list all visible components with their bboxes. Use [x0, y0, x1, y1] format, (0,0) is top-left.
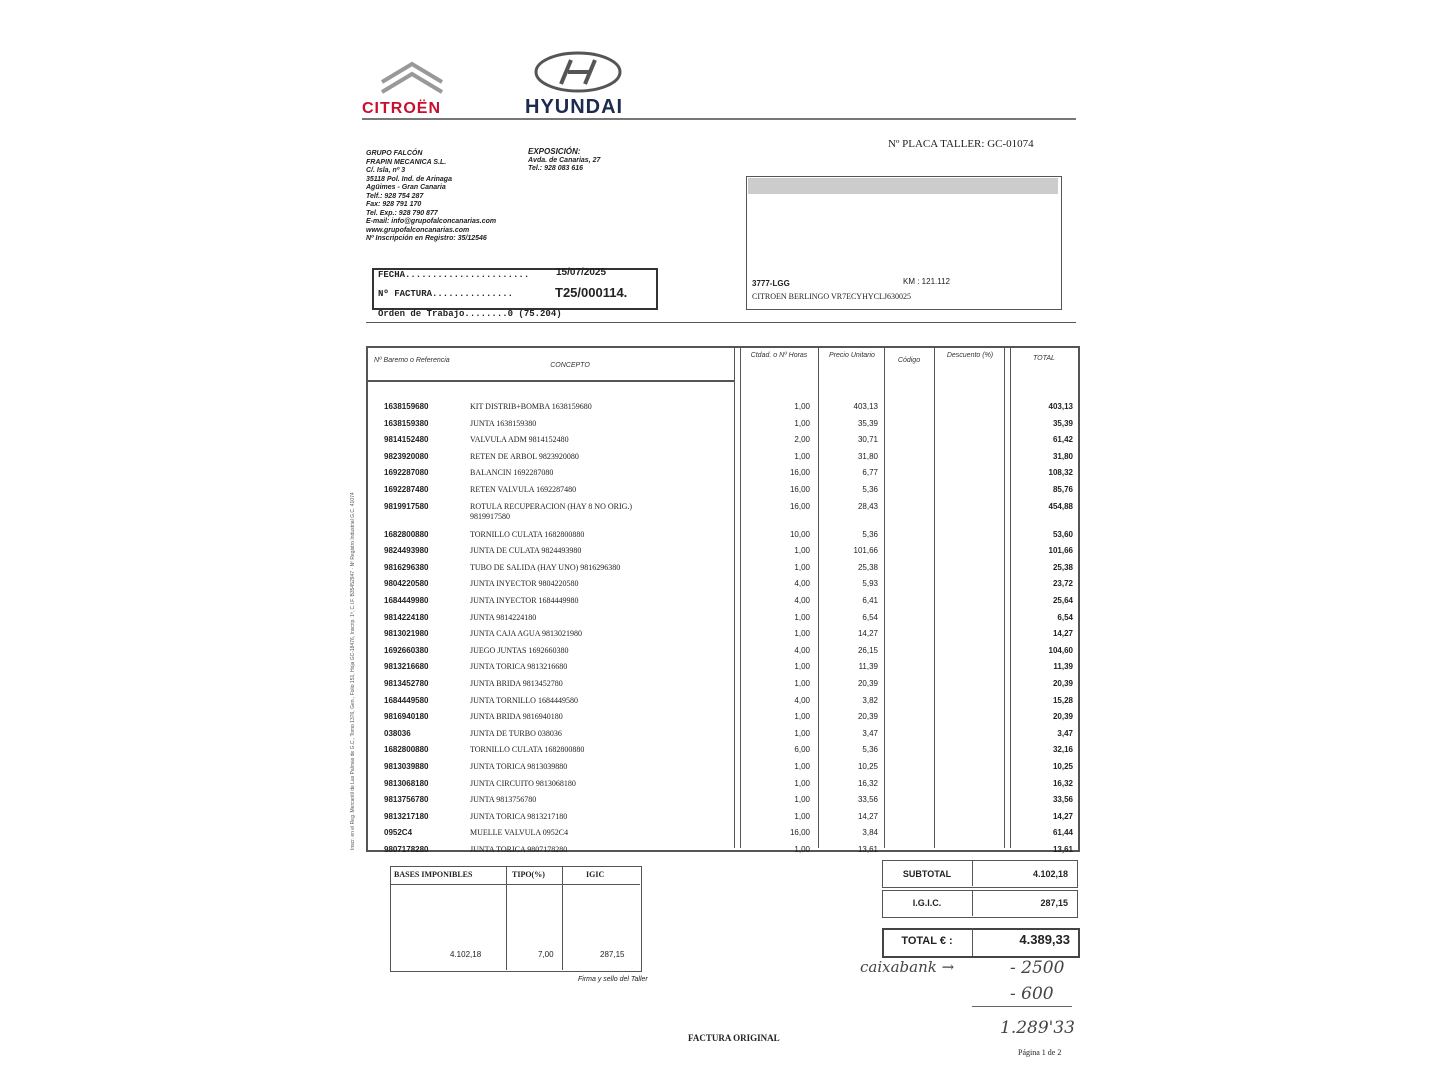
cell-qty: 6,00	[794, 745, 810, 755]
exposicion-tel: Tel.: 928 083 616	[528, 165, 584, 172]
company-line: Tel. Exp.: 928 790 877	[366, 209, 438, 217]
cell-concepto: JUNTA TORICA 9813216680	[470, 662, 568, 672]
cell-total: 13,61	[1052, 845, 1073, 854]
cell-ref: 9823920080	[384, 451, 429, 461]
total-label: TOTAL € :	[901, 935, 953, 947]
cell-concepto: JUNTA 9814224180	[470, 612, 537, 622]
company-line: Agüimes - Gran Canaria	[366, 184, 446, 191]
cell-qty: 10,00	[789, 529, 810, 539]
cell-qty: 1,00	[794, 418, 810, 428]
bases-header-divider	[390, 884, 640, 885]
cell-ref: 9804220580	[384, 579, 429, 589]
cell-ref: 9813039880	[384, 762, 429, 771]
factura-original: FACTURA ORIGINAL	[688, 1033, 780, 1043]
cell-ref: 038036	[384, 728, 411, 738]
cell-price: 25,38	[857, 562, 878, 572]
cell-qty: 1,00	[794, 712, 810, 722]
cell-qty: 1,00	[794, 845, 810, 854]
cell-total: 31,80	[1052, 451, 1073, 461]
cell-price: 10,25	[857, 762, 878, 771]
cell-total: 33,56	[1052, 795, 1073, 805]
cell-ref: 1682800880	[384, 529, 429, 539]
company-line: Fax: 928 791 170	[366, 201, 422, 208]
cell-qty: 1,00	[794, 546, 810, 556]
cell-price: 3,84	[862, 828, 878, 838]
cell-total: 15,28	[1052, 695, 1073, 705]
cell-total: 85,76	[1052, 485, 1073, 494]
subtotal-value: 4.102,18	[1032, 869, 1068, 879]
header-divider	[362, 118, 1076, 120]
cell-total: 6,54	[1057, 612, 1073, 622]
cell-concepto: JUEGO JUNTAS 1692660380	[470, 645, 569, 655]
subtotal-divider	[972, 860, 973, 886]
cell-concepto: JUNTA CIRCUITO 9813068180	[470, 778, 576, 788]
cell-ref: 9813068180	[384, 778, 429, 788]
cell-price: 3,82	[862, 695, 878, 705]
cell-total: 35,39	[1052, 418, 1073, 428]
cell-concepto: JUNTA 9813756780	[470, 795, 537, 805]
section-divider	[366, 322, 1076, 323]
cell-total: 20,39	[1052, 712, 1073, 722]
cell-ref: 9807178280	[384, 845, 429, 854]
cell-concepto: RETEN DE ARBOL 9823920080	[470, 451, 579, 461]
header-descuento: Descuento (%)	[946, 352, 994, 359]
cell-concepto: TUBO DE SALIDA (HAY UNO) 9816296380	[470, 562, 621, 572]
cell-concepto: JUNTA BRIDA 9813452780	[470, 679, 563, 688]
table-col-divider	[740, 346, 741, 848]
hyundai-wordmark: HYUNDAI	[525, 96, 624, 118]
cell-total: 25,38	[1052, 562, 1073, 572]
company-line: Nº Inscripción en Registro: 35/12546	[366, 235, 487, 242]
handwritten-deduction-2: - 600	[1010, 984, 1054, 1004]
cell-ref: 1684449980	[384, 596, 429, 605]
table-col-divider	[884, 346, 885, 848]
client-box	[746, 176, 1062, 310]
igic-total-value: 287,15	[1040, 898, 1068, 908]
fecha-label: FECHA.......................	[378, 270, 530, 280]
cell-total: 14,27	[1052, 811, 1073, 821]
header-price: Precio Unitario	[829, 352, 875, 359]
cell-qty: 1,00	[794, 728, 810, 738]
cell-ref: 1692287080	[384, 468, 429, 478]
table-header-divider	[366, 380, 734, 382]
cell-ref: 1684449580	[384, 695, 429, 705]
cell-price: 5,36	[862, 745, 878, 755]
cell-concepto: TORNILLO CULATA 1682800880	[470, 745, 585, 755]
cell-ref: 9824493980	[384, 546, 429, 556]
cell-concepto: JUNTA INYECTOR 1684449980	[470, 596, 579, 605]
cell-total: 101,66	[1048, 546, 1073, 556]
cell-qty: 1,00	[794, 811, 810, 821]
vehicle-km: KM : 121.112	[903, 277, 950, 286]
cell-ref: 1692287480	[384, 485, 429, 494]
cell-concepto: JUNTA INYECTOR 9804220580	[470, 579, 579, 589]
cell-price: 403,13	[853, 402, 878, 411]
cell-ref: 1692660380	[384, 645, 429, 655]
cell-qty: 1,00	[794, 762, 810, 771]
exposicion-address: Avda. de Canarias, 27	[528, 156, 601, 164]
cell-price: 35,39	[857, 418, 878, 428]
cell-concepto: MUELLE VALVULA 0952C4	[470, 828, 569, 838]
cell-qty: 1,00	[794, 629, 810, 639]
registry-side-text: Inscr. en el Reg. Mercantil de Las Palmas de G.C., Tomo 1376, Gen., Folio 151, Hoja GC-18476, Inscrip. 1ª, C.I.F. B35452947 · Nº Registro Industrial G.C. 41074	[350, 492, 356, 850]
cell-ref: 9814224180	[384, 612, 429, 622]
cell-price: 6,41	[862, 596, 878, 605]
cell-ref: 9814152480	[384, 435, 429, 445]
cell-concepto: JUNTA TORICA 9813217180	[470, 811, 568, 821]
cell-price: 5,36	[862, 485, 878, 494]
igic-divider	[972, 890, 973, 916]
company-line: www.grupofalconcanarias.com	[366, 226, 470, 234]
cell-ref: 1682800880	[384, 745, 429, 755]
bases-header: BASES IMPONIBLES	[394, 870, 473, 879]
cell-price: 30,71	[857, 435, 878, 445]
cell-total: 11,39	[1053, 662, 1073, 672]
table-col-divider	[818, 346, 819, 848]
company-line: E-mail: info@grupofalconcanarias.com	[366, 218, 497, 225]
cell-qty: 2,00	[794, 435, 810, 445]
citroen-wordmark: CITROËN	[362, 100, 441, 117]
cell-ref: 9813216680	[384, 662, 429, 672]
cell-qty: 4,00	[794, 596, 810, 605]
exposicion-info	[528, 148, 648, 174]
cell-concepto: JUNTA 1638159380	[470, 418, 537, 428]
cell-price: 101,66	[853, 546, 878, 556]
igic-header: IGIC	[586, 870, 605, 879]
cell-price: 20,39	[857, 712, 878, 722]
hyundai-logo	[533, 50, 623, 94]
cell-total: 454,88	[1048, 501, 1073, 511]
cell-concepto: JUNTA TORICA 9813039880	[470, 762, 568, 771]
bases-col-divider	[562, 866, 563, 970]
exposicion-title: EXPOSICIÓN:	[528, 147, 581, 156]
cell-price: 6,77	[862, 468, 878, 478]
cell-total: 10,25	[1052, 762, 1073, 771]
cell-price: 20,39	[857, 679, 878, 688]
cell-concepto: VALVULA ADM 9814152480	[470, 435, 569, 445]
cell-qty: 1,00	[794, 679, 810, 688]
igic-value: 287,15	[600, 950, 625, 959]
page-number: Página 1 de 2	[1018, 1048, 1062, 1057]
cell-qty: 4,00	[794, 645, 810, 655]
cell-total: 403,13	[1048, 402, 1073, 411]
cell-price: 5,93	[862, 579, 878, 589]
cell-price: 5,36	[862, 529, 878, 539]
cell-price: 28,43	[857, 501, 878, 511]
tipo-value: 7,00	[538, 950, 554, 959]
cell-price: 14,27	[857, 811, 878, 821]
cell-ref: 1638159680	[384, 402, 429, 411]
cell-concepto: JUNTA DE CULATA 9824493980	[470, 546, 582, 556]
factura-label: Nº FACTURA...............	[378, 289, 514, 299]
total-value: 4.389,33	[1019, 932, 1070, 947]
subtotal-label: SUBTOTAL	[902, 869, 952, 879]
cell-concepto: JUNTA TORICA 9807178280	[470, 845, 568, 854]
cell-concepto: JUNTA BRIDA 9816940180	[470, 712, 563, 722]
factura-value: T25/000114.	[555, 285, 628, 300]
placa-taller: Nº PLACA TALLER: GC-01074	[888, 138, 1034, 150]
orden-trabajo: Orden de Trabajo........0 (75.204)	[378, 309, 562, 319]
table-col-divider	[734, 346, 735, 848]
fecha-value: 15/07/2025	[556, 267, 607, 278]
cell-qty: 16,00	[789, 468, 810, 478]
cell-qty: 4,00	[794, 695, 810, 705]
table-col-divider	[934, 346, 935, 848]
handwritten-note: caixabank →	[860, 958, 955, 976]
header-codigo: Código	[897, 357, 921, 364]
cell-total: 25,64	[1052, 596, 1073, 605]
cell-concepto: TORNILLO CULATA 1682800880	[470, 529, 585, 539]
cell-concepto: JUNTA TORNILLO 1684449580	[470, 695, 578, 705]
cell-qty: 1,00	[794, 402, 810, 411]
cell-qty: 16,00	[789, 501, 810, 511]
header-total: TOTAL	[1033, 355, 1055, 362]
cell-price: 26,15	[857, 645, 878, 655]
cell-ref: 9813452780	[384, 679, 429, 688]
header-ref: Nº Baremo o Referencia	[374, 357, 450, 364]
cell-price: 13,61	[857, 845, 878, 854]
handwritten-line	[972, 1006, 1072, 1007]
cell-qty: 16,00	[789, 485, 810, 494]
company-line: 35118 Pol. Ind. de Arinaga	[366, 175, 452, 183]
firma-label: Firma y sello del Taller	[578, 976, 648, 983]
cell-ref: 9813756780	[384, 795, 429, 805]
cell-total: 16,32	[1052, 778, 1073, 788]
cell-total: 20,39	[1052, 679, 1073, 688]
cell-ref: 0952C4	[384, 828, 413, 838]
bases-col-divider	[506, 866, 507, 970]
cell-price: 31,80	[857, 451, 878, 461]
cell-price: 14,27	[857, 629, 878, 639]
igic-label: I.G.I.C.	[912, 898, 942, 908]
citroen-logo	[372, 50, 452, 96]
cell-qty: 1,00	[794, 778, 810, 788]
cell-qty: 1,00	[794, 662, 810, 672]
cell-total: 104,60	[1048, 645, 1073, 655]
cell-ref: 9816940180	[384, 712, 429, 722]
cell-concepto: RETEN VALVULA 1692287480	[470, 485, 577, 494]
cell-ref: 9813217180	[384, 811, 429, 821]
cell-qty: 1,00	[794, 562, 810, 572]
cell-total: 108,32	[1048, 468, 1073, 478]
company-info	[366, 150, 536, 244]
cell-total: 14,27	[1052, 629, 1073, 639]
base-value: 4.102,18	[450, 950, 482, 959]
header-concepto: CONCEPTO	[550, 362, 590, 369]
cell-total: 61,42	[1052, 435, 1073, 445]
cell-total: 53,60	[1052, 529, 1073, 539]
cell-concepto: BALANCIN 1692287080	[470, 468, 554, 478]
company-line: Telf.: 928 754 287	[366, 192, 424, 200]
cell-total: 23,72	[1052, 579, 1073, 589]
tipo-header: TIPO(%)	[512, 870, 545, 879]
cell-price: 3,47	[862, 728, 878, 738]
cell-price: 33,56	[857, 795, 878, 805]
handwritten-deduction-1: - 2500	[1010, 958, 1065, 978]
cell-qty: 1,00	[794, 795, 810, 805]
cell-ref: 9819917580	[384, 501, 429, 511]
cell-price: 11,39	[858, 662, 878, 672]
cell-concepto: ROTULA RECUPERACION (HAY 8 NO ORIG.)	[470, 501, 633, 511]
cell-concepto: KIT DISTRIB+BOMBA 1638159680	[470, 402, 592, 411]
company-line: C/. Isla, nº 3	[366, 167, 406, 174]
cell-qty: 4,00	[794, 579, 810, 589]
client-box-header	[748, 178, 1058, 194]
cell-ref: 9813021980	[384, 629, 429, 639]
cell-concepto: JUNTA CAJA AGUA 9813021980	[470, 629, 583, 639]
cell-price: 16,32	[857, 778, 878, 788]
cell-price: 6,54	[862, 612, 878, 622]
company-name: GRUPO FALCÓN	[366, 150, 423, 157]
handwritten-result: 1.289'33	[1000, 1018, 1075, 1038]
cell-total: 3,47	[1057, 728, 1073, 738]
company-legal-name: FRAPIN MECANICA S.L.	[366, 158, 447, 166]
cell-ref: 1638159380	[384, 418, 429, 428]
cell-qty: 1,00	[794, 612, 810, 622]
cell-concepto: JUNTA DE TURBO 038036	[470, 728, 562, 738]
vehicle-plate: 3777-LGG	[752, 279, 790, 288]
cell-total: 32,16	[1052, 745, 1073, 755]
cell-concepto-line2: 9819917580	[470, 511, 510, 521]
table-col-divider	[1004, 346, 1005, 848]
header-qty: Ctdad. o Nº Horas	[750, 352, 808, 359]
cell-qty: 1,00	[794, 451, 810, 461]
cell-total: 61,44	[1052, 828, 1073, 838]
cell-qty: 16,00	[789, 828, 810, 838]
cell-ref: 9816296380	[384, 562, 429, 572]
total-divider	[972, 928, 973, 956]
vehicle-model: CITROEN BERLINGO VR7ECYHYCLJ630025	[752, 292, 911, 301]
